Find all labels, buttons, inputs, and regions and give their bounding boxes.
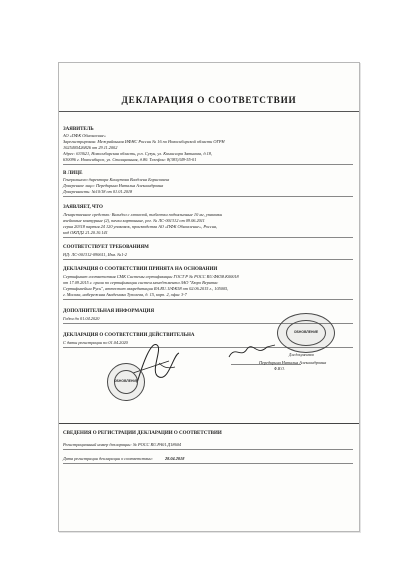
seal-note: Для документов (289, 353, 314, 357)
signer-name: Передкрина Наталья Александровна (259, 360, 327, 365)
underline (63, 299, 353, 300)
extra-line-1: Годен до 01.04.2020 (63, 316, 100, 321)
person-heading: В ЛИЦЕ (63, 171, 83, 176)
basis-line-3: Сертификейшн Русь", аттестат аккредитации RA.RU.11ФК58 от 02.06.2015 г., 105005, (63, 286, 229, 291)
basis-line-2: от 17.09.2015 г. орган по сертификации систем менеджмента ЗАО "Бюро Веритас (63, 280, 219, 285)
registration-date-label: Дата регистрации декларации о соответствии: (63, 456, 153, 461)
seal-left: ОБНОВЛЕНИЕ (107, 363, 145, 401)
registration-heading: СВЕДЕНИЯ О РЕГИСТРАЦИИ ДЕКЛАРАЦИИ О СООТВЕТСТВИИ (63, 431, 222, 436)
basis-line-1: Сертификат соответствия СМК Системы сертификации ГОСТ Р № РОСС RU.ФК58.К00018 (63, 274, 239, 279)
declares-line-2: ячейковые контурные (2), пачки картонные, рег. № ЛС-001312 от 09.06.2011 (63, 218, 205, 223)
person-line-3: Доверенность: №10/18 от 01.01.2018 (63, 189, 133, 194)
title-rule (59, 111, 359, 112)
underline (63, 259, 353, 260)
signer-fio-label: Ф.И.О. (274, 367, 285, 371)
basis-line-4: г. Москва, набережная Академика Туполева, д. 15, корп. 2, офис 3-7 (63, 292, 187, 297)
applicant-heading: ЗАЯВИТЕЛЬ (63, 127, 94, 132)
signature-right (227, 341, 277, 361)
basis-heading: ДЕКЛАРАЦИЯ О СООТВЕТСТВИИ ПРИНЯТА НА ОСНОВАНИИ (63, 267, 218, 272)
underline (63, 463, 353, 464)
extra-heading: ДОПОЛНИТЕЛЬНАЯ ИНФОРМАЦИЯ (63, 309, 155, 314)
underline (63, 164, 353, 165)
section-rule (59, 423, 359, 424)
applicant-ogrn: 1025405426826 от 29.11.2002 (63, 145, 118, 150)
applicant-name: АО «ПФК Обновление» (63, 133, 106, 138)
person-line-1: Генерального директора Кашутова Владлена Борисовича (63, 177, 170, 182)
declares-line-3: серия 20318 партия 24 120 упаковок, производства АО «ПФК Обновление», Россия, (63, 224, 217, 229)
validity-line-1: С даты регистрации по 01.04.2020 (63, 340, 128, 345)
declares-heading: ЗАЯВЛЯЕТ, ЧТО (63, 205, 103, 210)
declaration-page (58, 62, 360, 532)
underline (63, 449, 353, 450)
applicant-address-1: Адрес: 633621, Новосибирская область, р.п. Сузун, ул. Комиссара Зятькова, д.18, (63, 151, 212, 156)
declares-line-1: Лекарственное средство: Валидол с глюкозой, таблетки подъязычные 10 мг, упаковки (63, 212, 223, 217)
seal-right: ОБНОВЛЕНИЕ (277, 313, 335, 353)
applicant-address-2: 630096 г. Новосибирск, ул. Станционная, д.80. Телефон: 8(383)349-55-01 (63, 157, 197, 162)
requirements-line-1: НД: ЛС-001312-090611, Изм. №1-2 (63, 252, 127, 257)
registration-date: 28.04.2018 (165, 456, 185, 461)
declares-line-4: код ОКПД2 21.20.10.141 (63, 230, 108, 235)
registration-number: Регистрационный номер декларации: № РОСС RU.РА01.Д18604 (63, 442, 182, 447)
validity-heading: ДЕКЛАРАЦИЯ О СООТВЕТСТВИИ ДЕЙСТВИТЕЛЬНА (63, 333, 195, 338)
person-line-2: Доверенное лицо: Передкрина Наталья Александровна (63, 183, 164, 188)
requirements-heading: СООТВЕТСТВУЕТ ТРЕБОВАНИЯМ (63, 245, 149, 250)
underline (63, 196, 353, 197)
applicant-registered: Зарегистрирован: Межрайонная ИФНС России № 16 по Новосибирской области ОГРН (63, 139, 225, 144)
document-title: ДЕКЛАРАЦИЯ О СООТВЕТСТВИИ (121, 95, 297, 105)
underline (63, 237, 353, 238)
